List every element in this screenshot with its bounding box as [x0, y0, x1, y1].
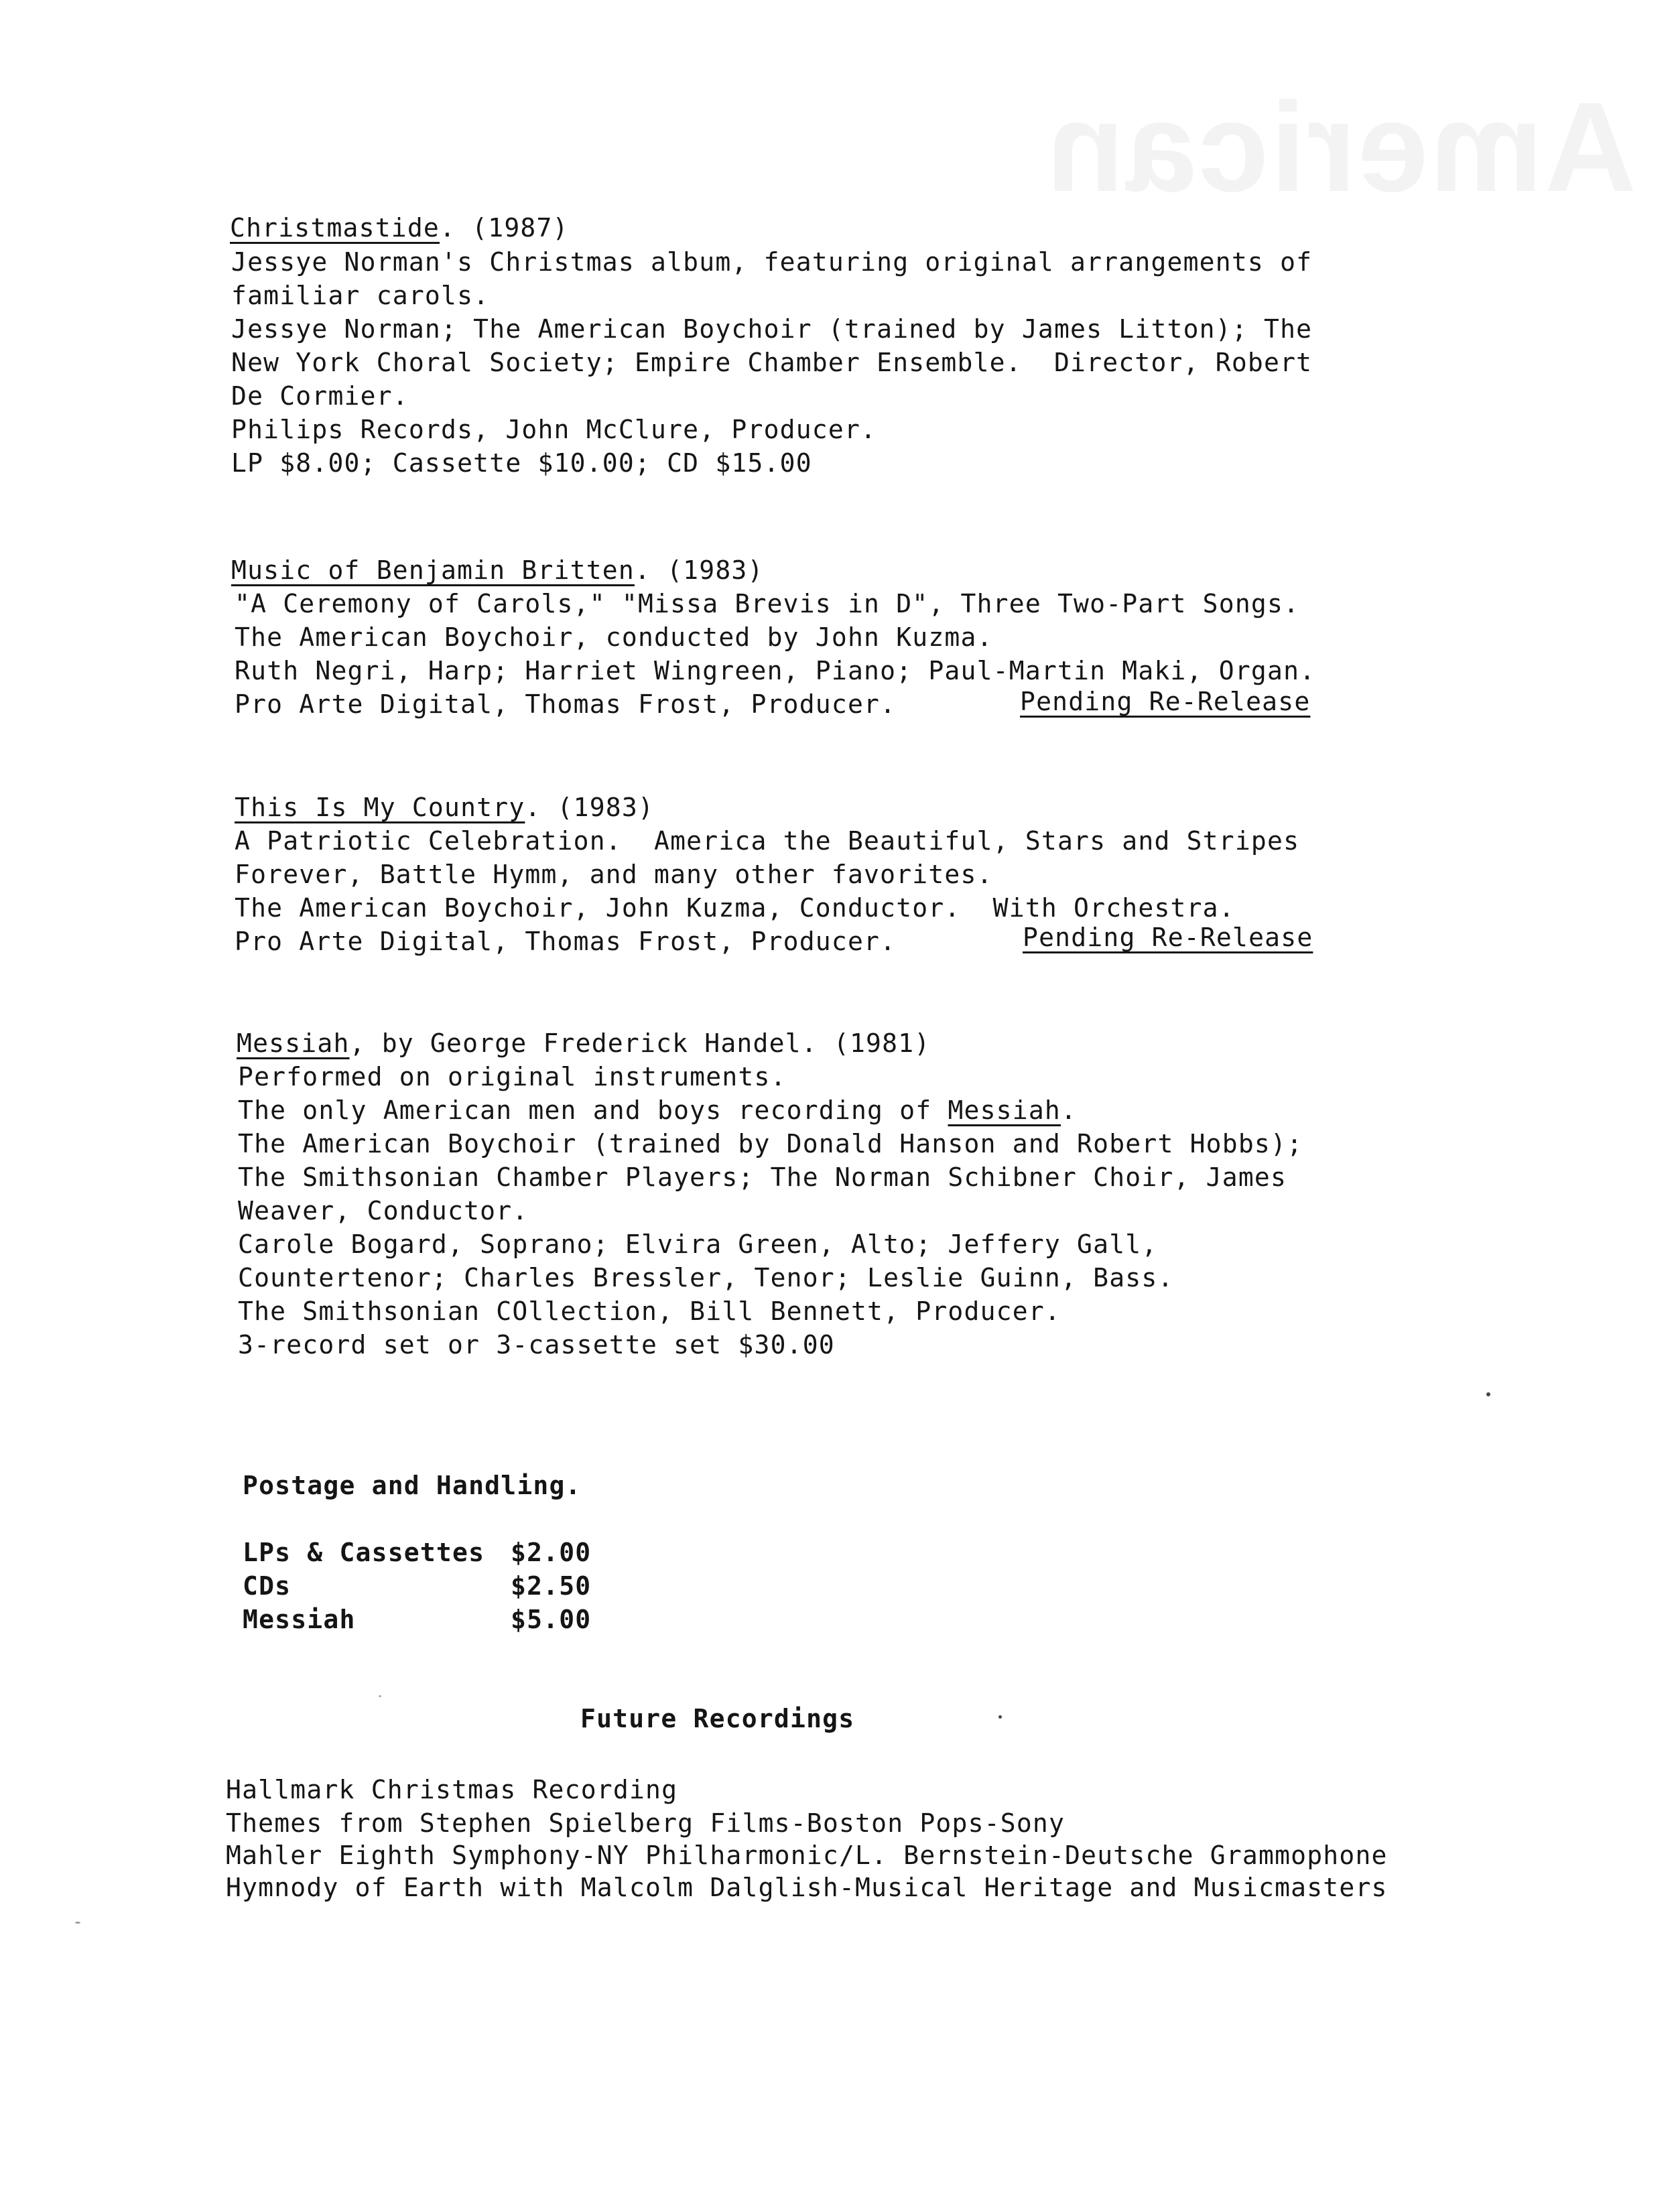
item-label-line: Pro Arte Digital, Thomas Frost, Producer.	[235, 689, 897, 719]
item-performers-line: Jessye Norman; The American Boychoir (trained by James Litton); The	[231, 314, 1313, 344]
future-item: Themes from Stephen Spielberg Films-Boston Pops-Sony	[226, 1808, 1065, 1838]
status-badge: Pending Re-Release	[1020, 687, 1311, 716]
future-item: Mahler Eighth Symphony-NY Philharmonic/L. Bernstein-Deutsche Grammophone	[226, 1841, 1388, 1870]
item-title-inline: Messiah	[948, 1095, 1061, 1125]
item-description-line: familiar carols.	[231, 281, 490, 310]
item-description-line: Jessye Norman's Christmas album, featuring original arrangements of	[231, 247, 1313, 277]
item-performers-line: Weaver, Conductor.	[238, 1196, 529, 1225]
item-performers-line: The American Boychoir, conducted by John Kuzma.	[235, 622, 993, 652]
item-performers-line: The American Boychoir (trained by Donald Hanson and Robert Hobbs);	[238, 1129, 1303, 1158]
item-description-line: "A Ceremony of Carols," "Missa Brevis in D", Three Two-Part Songs.	[235, 589, 1300, 618]
item-description-line: A Patriotic Celebration. America the Beautiful, Stars and Stripes	[235, 826, 1300, 856]
status-badge: Pending Re-Release	[1023, 923, 1313, 952]
future-heading: Future Recordings	[580, 1704, 855, 1733]
item-title-line	[237, 1026, 930, 1060]
item-year: . (1987)	[440, 213, 569, 243]
item-title-line	[230, 211, 569, 245]
postage-row-price: $2.50	[511, 1571, 592, 1601]
item-title-line	[235, 791, 654, 824]
item-performers-line: The Smithsonian Chamber Players; The Norman Schibner Choir, James	[238, 1162, 1287, 1192]
postage-row-label: CDs	[243, 1571, 292, 1601]
item-title-line	[231, 553, 764, 587]
item-soloists-line: Carole Bogard, Soprano; Elvira Green, Alto; Jeffery Gall,	[238, 1230, 1158, 1259]
postage-row-label: LPs & Cassettes	[243, 1538, 485, 1567]
item-label-line: Pro Arte Digital, Thomas Frost, Producer.	[235, 927, 897, 956]
item-year: . (1983)	[525, 793, 655, 822]
future-item: Hallmark Christmas Recording	[226, 1775, 678, 1804]
item-price-line: 3-record set or 3-cassette set $30.00	[238, 1330, 835, 1359]
bleed-through-letterhead: American	[1045, 76, 1636, 218]
scan-speck	[379, 1695, 381, 1697]
scan-speck	[1486, 1392, 1490, 1396]
item-description-line: Forever, Battle Hymm, and many other favorites.	[235, 860, 993, 889]
item-performers-line: New York Choral Society; Empire Chamber Ensemble. Director, Robert	[231, 348, 1313, 377]
item-price-line: LP $8.00; Cassette $10.00; CD $15.00	[231, 448, 812, 478]
item-description-line: Performed on original instruments.	[238, 1062, 787, 1091]
postage-row-price: $5.00	[511, 1605, 592, 1634]
item-title: Messiah	[237, 1028, 350, 1058]
item-title: Christmastide	[230, 213, 440, 243]
postage-heading: Postage and Handling.	[243, 1471, 582, 1500]
postage-row-price: $2.00	[511, 1538, 592, 1567]
item-title: This Is My Country	[235, 793, 525, 822]
item-description-line: The only American men and boys recording of Messiah.	[238, 1095, 1078, 1125]
item-year: . (1983)	[634, 555, 764, 585]
item-soloists-line: Countertenor; Charles Bressler, Tenor; Leslie Guinn, Bass.	[238, 1263, 1174, 1292]
scan-speck	[75, 1922, 80, 1924]
item-title: Music of Benjamin Britten	[231, 555, 635, 585]
postage-row-label: Messiah	[243, 1605, 356, 1634]
item-label-line: The Smithsonian COllection, Bill Bennett, Producer.	[238, 1297, 1061, 1326]
scan-speck	[998, 1715, 1002, 1719]
item-performers-line: Ruth Negri, Harp; Harriet Wingreen, Piano; Paul-Martin Maki, Organ.	[235, 656, 1316, 685]
item-label-line: Philips Records, John McClure, Producer.	[231, 415, 877, 444]
item-composer: , by George Frederick Handel. (1981)	[349, 1028, 931, 1058]
item-performers-line: De Cormier.	[231, 381, 409, 411]
future-item: Hymnody of Earth with Malcolm Dalglish-Musical Heritage and Musicmasters	[226, 1873, 1388, 1902]
item-performers-line: The American Boychoir, John Kuzma, Conductor. With Orchestra.	[235, 893, 1235, 923]
